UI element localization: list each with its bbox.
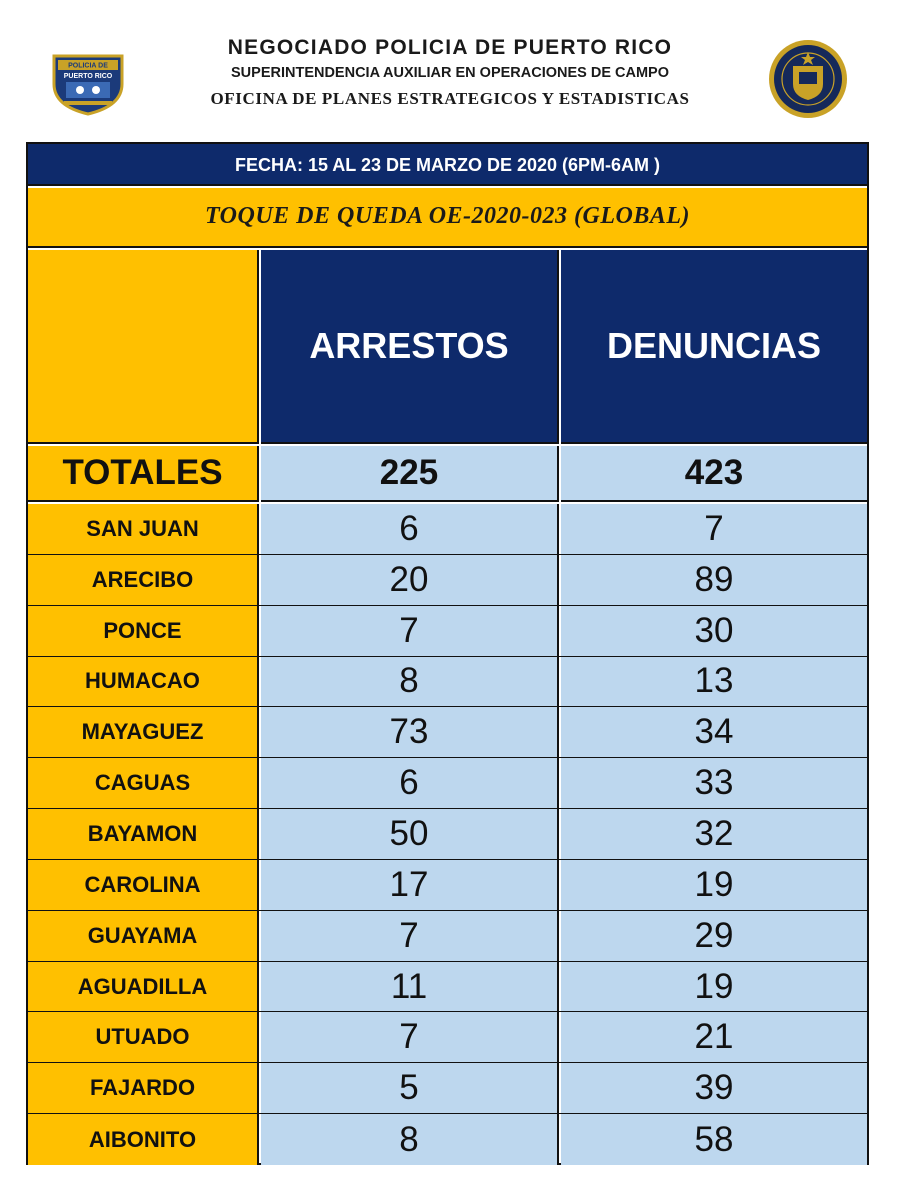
badge-text-bottom: PUERTO RICO <box>63 73 113 80</box>
region-name: HUMACAO <box>28 657 259 707</box>
table-row <box>28 707 867 758</box>
denuncias-value: 89 <box>561 555 867 605</box>
denuncias-value: 13 <box>561 657 867 707</box>
arrestos-value: 5 <box>261 1063 559 1113</box>
table-row <box>28 504 867 555</box>
column-header-arrestos: ARRESTOS <box>261 250 559 444</box>
region-name: GUAYAMA <box>28 911 259 961</box>
header-office: OFICINA DE PLANES ESTRATEGICOS Y ESTADISTICAS <box>210 89 690 108</box>
arrestos-value: 11 <box>261 962 559 1012</box>
denuncias-value: 21 <box>561 1012 867 1062</box>
denuncias-value: 29 <box>561 911 867 961</box>
denuncias-value: 32 <box>561 809 867 859</box>
police-seal-icon <box>763 38 853 120</box>
police-badge-icon <box>48 48 128 116</box>
table-row <box>28 911 867 962</box>
table-row <box>28 962 867 1013</box>
table-row <box>28 1114 867 1165</box>
denuncias-value: 34 <box>561 707 867 757</box>
totals-denuncias: 423 <box>561 446 867 502</box>
header-title: NEGOCIADO POLICIA DE PUERTO RICO <box>227 36 673 59</box>
table-row <box>28 606 867 657</box>
table-row <box>28 1063 867 1114</box>
badge-text-top: POLICIA DE <box>68 62 108 70</box>
column-header-denuncias: DENUNCIAS <box>561 250 867 444</box>
table-row <box>28 809 867 860</box>
curfew-stats-table <box>26 142 869 1165</box>
region-rows <box>28 504 867 1165</box>
arrestos-value: 8 <box>261 657 559 707</box>
header-corner-cell <box>28 250 259 444</box>
region-name: CAROLINA <box>28 860 259 910</box>
region-name: MAYAGUEZ <box>28 707 259 757</box>
arrestos-value: 73 <box>261 707 559 757</box>
date-range-banner: FECHA: 15 AL 23 DE MARZO DE 2020 (6PM-6AM ) <box>28 144 867 186</box>
region-name: ARECIBO <box>28 555 259 605</box>
denuncias-value: 19 <box>561 962 867 1012</box>
arrestos-value: 7 <box>261 1012 559 1062</box>
region-name: PONCE <box>28 606 259 656</box>
region-name: FAJARDO <box>28 1063 259 1113</box>
arrestos-value: 8 <box>261 1114 559 1165</box>
region-name: CAGUAS <box>28 758 259 808</box>
region-name: UTUADO <box>28 1012 259 1062</box>
region-name: BAYAMON <box>28 809 259 859</box>
region-name: AGUADILLA <box>28 962 259 1012</box>
region-name: SAN JUAN <box>28 504 259 554</box>
totals-label: TOTALES <box>28 446 259 502</box>
curfew-order-banner: TOQUE DE QUEDA OE-2020-023 (GLOBAL) <box>28 188 867 248</box>
arrestos-value: 17 <box>261 860 559 910</box>
denuncias-value: 39 <box>561 1063 867 1113</box>
arrestos-value: 20 <box>261 555 559 605</box>
table-row <box>28 657 867 708</box>
denuncias-value: 33 <box>561 758 867 808</box>
totals-arrestos: 225 <box>261 446 559 502</box>
table-row <box>28 758 867 809</box>
table-row <box>28 860 867 911</box>
denuncias-value: 7 <box>561 504 867 554</box>
denuncias-value: 19 <box>561 860 867 910</box>
header-subtitle: SUPERINTENDENCIA AUXILIAR EN OPERACIONES DE CAMPO <box>231 65 669 81</box>
denuncias-value: 58 <box>561 1114 867 1165</box>
document-header <box>0 0 899 135</box>
region-name: AIBONITO <box>28 1114 259 1165</box>
arrestos-value: 6 <box>261 758 559 808</box>
table-row <box>28 555 867 606</box>
arrestos-value: 50 <box>261 809 559 859</box>
arrestos-value: 7 <box>261 911 559 961</box>
arrestos-value: 6 <box>261 504 559 554</box>
denuncias-value: 30 <box>561 606 867 656</box>
arrestos-value: 7 <box>261 606 559 656</box>
table-row <box>28 1012 867 1063</box>
